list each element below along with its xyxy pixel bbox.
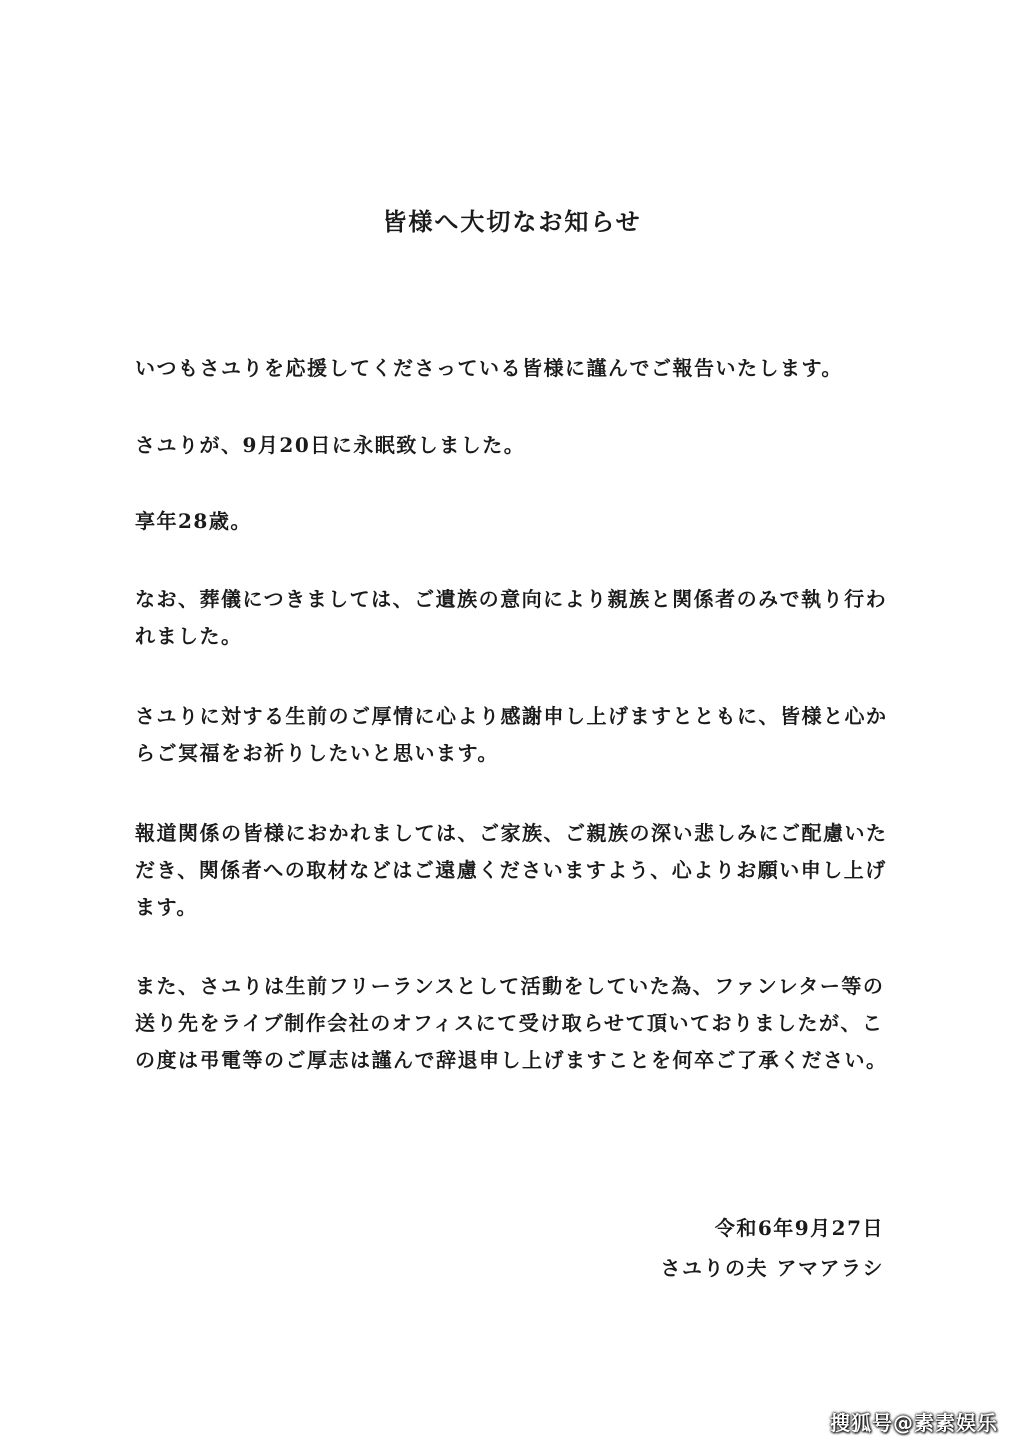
paragraph-age: 享年28歳。 [135, 509, 252, 533]
document-body [135, 350, 895, 1079]
document-title: 皆様へ大切なお知らせ [382, 207, 642, 237]
signature-block [661, 1208, 884, 1288]
paragraph-condolences-decline: また、さユりは生前フリーランスとして活動をしていた為、ファンレター等の送り先をライブ制作会社のオフィスにて受け取らせて頂いておりましたが、この度は弔電等のご厚志は謹んで辞退申し上げますことを何卒ご了承ください。 [135, 974, 888, 1072]
paragraph-gratitude: さユりに対する生前のご厚情に心より感謝申し上げますとともに、皆様と心からご冥福をお祈りしたいと思います。 [135, 704, 888, 765]
paragraph-passing: さユりが、9月20日に永眠致しました。 [135, 433, 526, 457]
paragraph-funeral: なお、葬儀につきましては、ご遺族の意向により親族と関係者のみで執り行われました。 [135, 587, 888, 648]
document-signature: さユりの夫 アマアラシ [660, 1256, 884, 1280]
watermark: 搜狐号@素素娱乐 [830, 1411, 998, 1435]
paragraph-press-request: 報道関係の皆様におかれましては、ご家族、ご親族の深い悲しみにご配慮いただき、関係者への取材などはご遠慮くださいますよう、心よりお願い申し上げます。 [135, 821, 888, 919]
document-date: 令和6年9月27日 [714, 1216, 884, 1240]
paragraph-report: いつもさユりを応援してくださっている皆様に謹んでご報告いたします。 [135, 356, 843, 380]
